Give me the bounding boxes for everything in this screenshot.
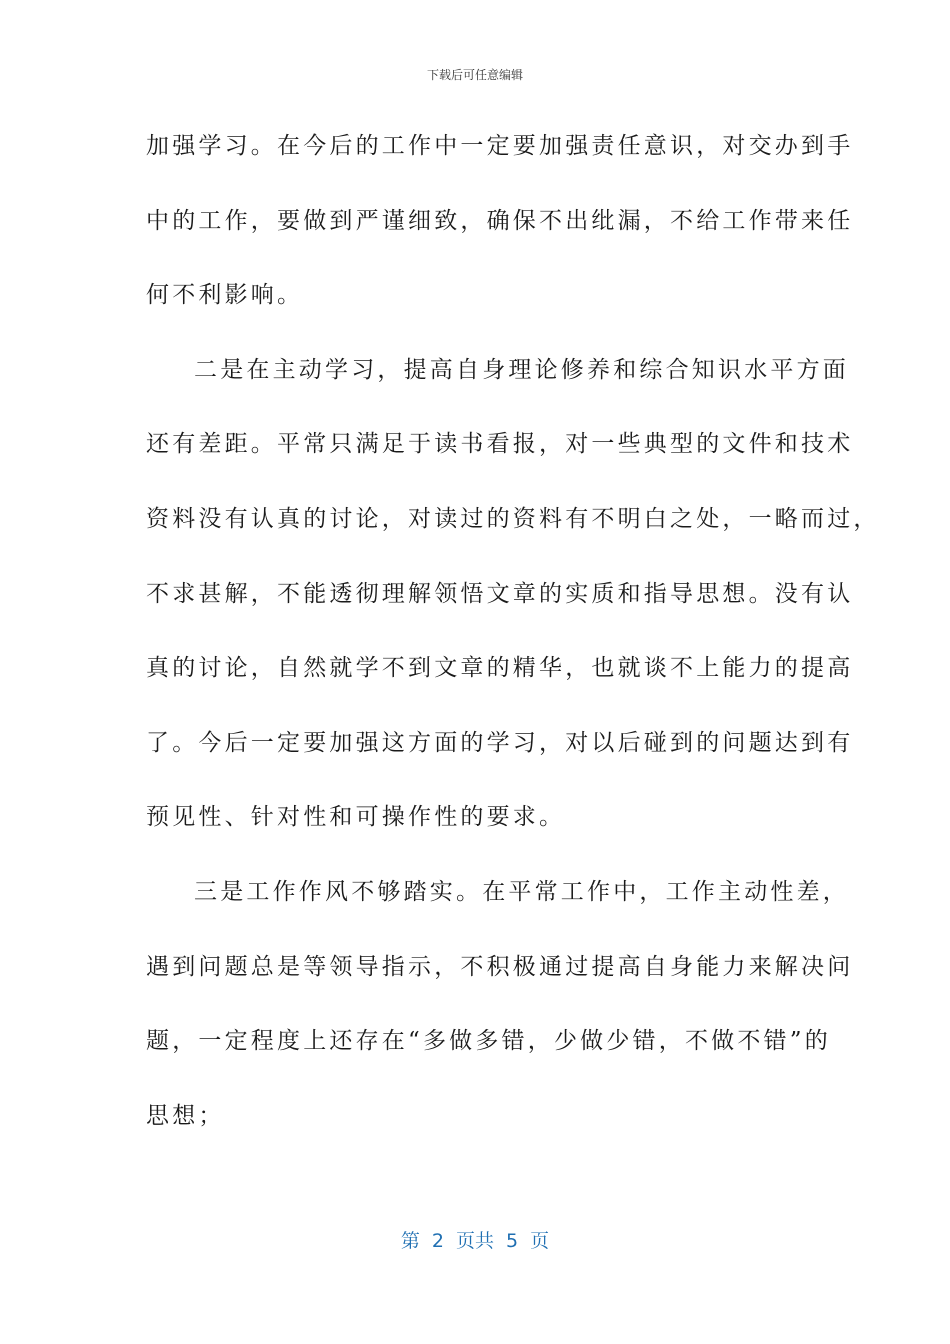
document-body [146, 116, 880, 1160]
text-line: 题，一定程度上还存在“多做多错，少做少错，不做不错”的 [146, 1028, 831, 1055]
page-current: 2 [431, 1230, 444, 1252]
paragraph-start-line: 二是在主动学习，提高自身理论修养和综合知识水平方面 [194, 356, 849, 383]
text-line: 思想； [146, 1102, 225, 1129]
page-total: 5 [506, 1230, 519, 1252]
text-line: 不求甚解，不能透彻理解领悟文章的实质和指导思想。没有认 [146, 580, 854, 607]
text-line: 中的工作，要做到严谨细致，确保不出纰漏，不给工作带来任 [146, 207, 854, 234]
text-line: 加强学习。在今后的工作中一定要加强责任意识，对交办到手 [146, 133, 854, 159]
text-line: 还有差距。平常只满足于读书看报，对一些典型的文件和技术 [146, 431, 854, 458]
page-prefix: 第 [400, 1230, 420, 1252]
text-line: 资料没有认真的讨论，对读过的资料有不明白之处，一略而过， [146, 505, 880, 532]
page-suffix: 页 [530, 1230, 550, 1252]
text-line: 何不利影响。 [146, 282, 304, 309]
paragraph-start-line: 三是工作作风不够踏实。在平常工作中，工作主动性差， [194, 878, 849, 905]
text-line: 真的讨论，自然就学不到文章的精华，也就谈不上能力的提高 [146, 655, 854, 682]
text-line: 遇到问题总是等领导指示，不积极通过提高自身能力来解决问 [146, 953, 854, 980]
text-line: 预见性、针对性和可操作性的要求。 [146, 804, 566, 831]
page-mid: 页共 [455, 1230, 494, 1252]
text-line: 了。今后一定要加强这方面的学习，对以后碰到的问题达到有 [146, 729, 854, 756]
header-note: 下载后可任意编辑 [426, 68, 523, 82]
page-number [0, 1226, 950, 1253]
